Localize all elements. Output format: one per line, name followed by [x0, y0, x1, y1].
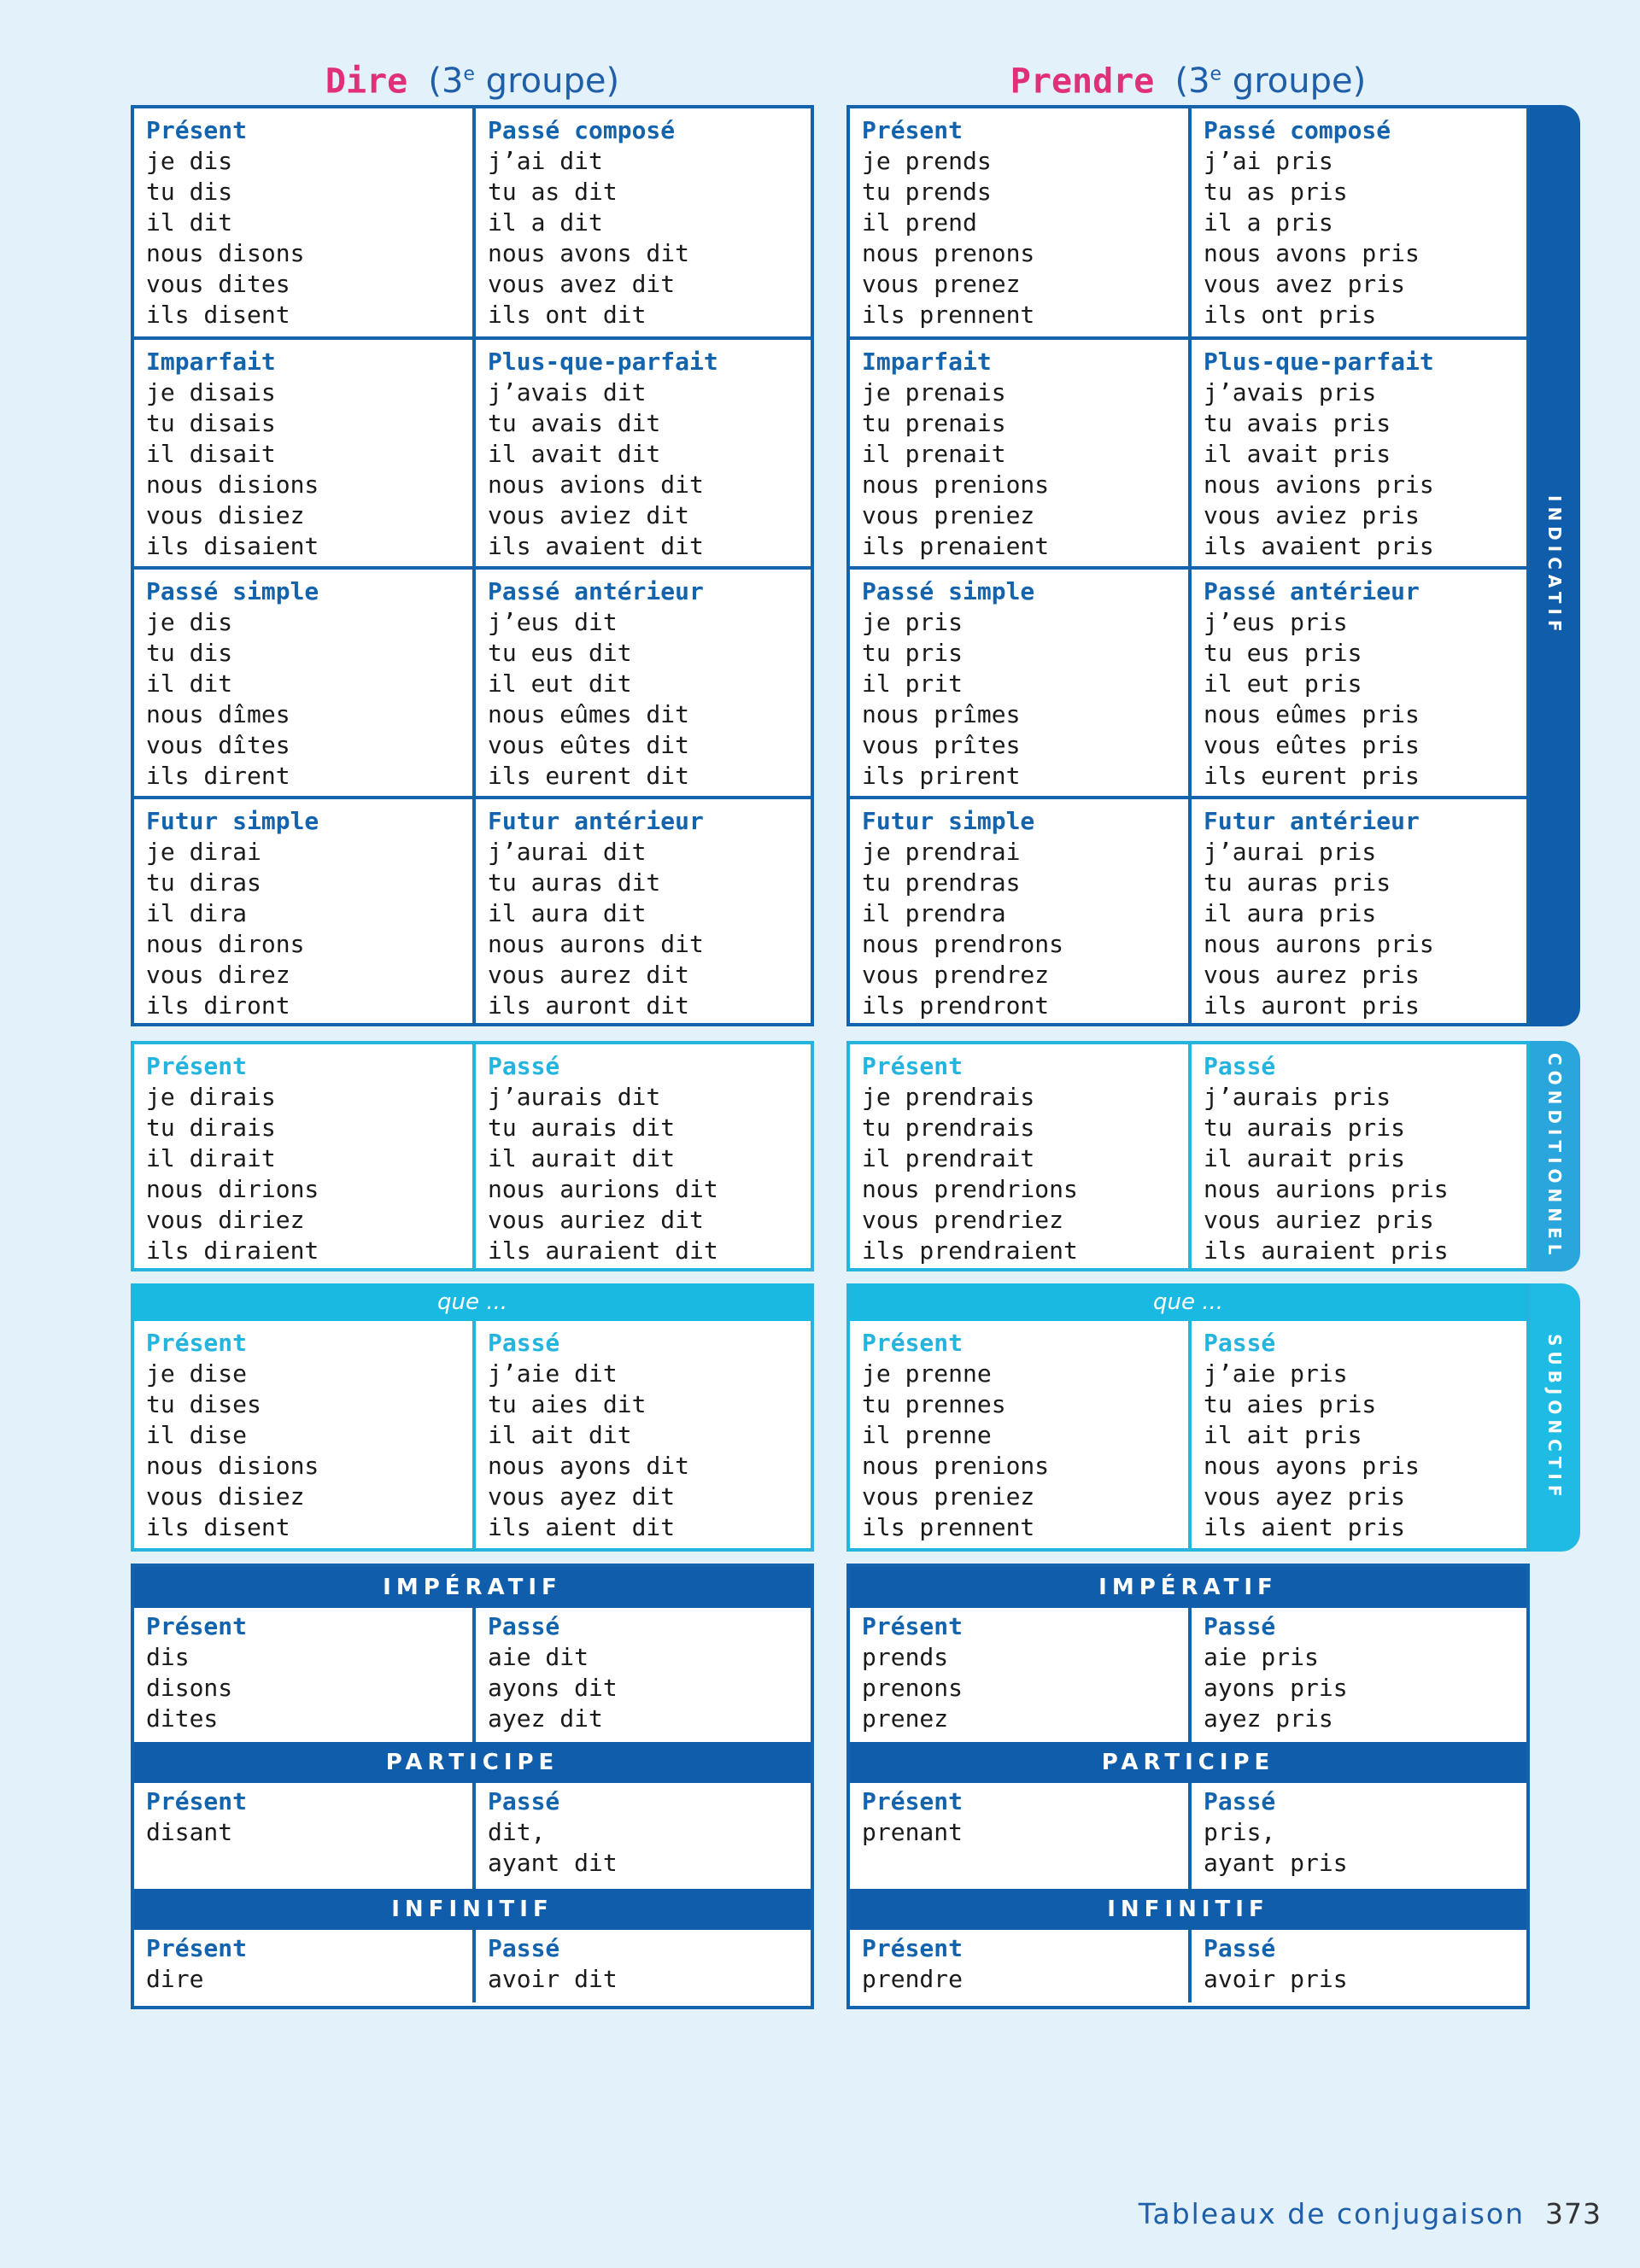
conjugated-form: ils ont dit — [488, 301, 647, 329]
conjugated-form: tu prendras — [862, 868, 1021, 897]
conjugated-form: j’aurais dit — [488, 1083, 661, 1111]
conjugated-form: ayez pris — [1204, 1704, 1333, 1733]
conjugated-form: dis — [146, 1643, 190, 1671]
tense-cell-present — [850, 1608, 1188, 1742]
verb-group: (3e groupe) — [1174, 61, 1367, 102]
conjugated-form: nous disons — [146, 239, 305, 267]
conjugated-form: tu dis — [146, 178, 233, 206]
conjugated-form: j’avais dit — [488, 378, 647, 406]
conjugated-form: vous disiez — [146, 501, 305, 529]
conjugated-form: il ait dit — [488, 1421, 632, 1449]
subjonctif-que-bar: que ... — [850, 1283, 1526, 1321]
tense-name: Passé — [1204, 1612, 1276, 1640]
conjugated-form: il prenait — [862, 440, 1006, 468]
indicatif-table — [131, 105, 814, 1026]
conjugated-form: il aura pris — [1204, 899, 1377, 927]
tense-name: Présent — [862, 1787, 964, 1815]
conjugated-form: avoir pris — [1204, 1965, 1348, 1993]
tense-name: Passé antérieur — [1204, 577, 1420, 605]
infinitif-header: INFINITIF — [134, 1889, 811, 1930]
conjugated-form: il avait dit — [488, 440, 661, 468]
tense-cell-futur-anterieur — [472, 799, 811, 1026]
tense-name: Présent — [146, 1612, 248, 1640]
conjugated-form: il eut dit — [488, 669, 632, 698]
tense-cell-passe — [472, 1044, 811, 1268]
side-tab-indicatif-label: INDICATIF — [1544, 494, 1565, 637]
conjugated-form: nous prenions — [862, 1452, 1050, 1480]
conjugated-form: il aura dit — [488, 899, 647, 927]
conjugated-form: je dis — [146, 608, 233, 636]
conjugated-form: je disais — [146, 378, 276, 406]
tense-cell-present — [134, 1608, 472, 1742]
conjugated-form: ils auraient dit — [488, 1236, 718, 1265]
conjugated-form: vous prendriez — [862, 1206, 1064, 1234]
conjugated-form: tu auras pris — [1204, 868, 1391, 897]
conjugated-form: tu as pris — [1204, 178, 1348, 206]
conjugated-form: tu aies dit — [488, 1390, 647, 1418]
conjugated-form: ils auront pris — [1204, 991, 1420, 1020]
tense-name: Plus-que-parfait — [1204, 348, 1434, 376]
conjugated-form: il prend — [862, 208, 977, 237]
tense-cell-plus-que-parfait — [472, 340, 811, 566]
conjugated-form: je prendrai — [862, 838, 1021, 866]
conjugated-form: nous disions — [146, 471, 319, 499]
conjugated-form: nous dirons — [146, 930, 305, 958]
subjonctif-table — [846, 1283, 1530, 1552]
imperatif-header: IMPÉRATIF — [850, 1567, 1526, 1608]
tense-name: Passé — [488, 1052, 560, 1080]
conjugated-form: dites — [146, 1704, 219, 1733]
tense-row — [134, 1608, 811, 1742]
page-number: 373 — [1545, 2197, 1602, 2230]
footer-title: Tableaux de conjugaison — [1138, 2197, 1525, 2230]
tense-cell-passe — [1188, 1608, 1526, 1742]
conjugated-form: tu prends — [862, 178, 992, 206]
conjugated-form: tu avais pris — [1204, 409, 1391, 437]
tense-cell-present — [850, 1044, 1188, 1268]
conjugated-form: nous aurions pris — [1204, 1175, 1449, 1203]
conjugated-form: nous eûmes dit — [488, 700, 690, 728]
conjugated-form: nous prendrons — [862, 930, 1064, 958]
conjugated-form: ils avaient dit — [488, 532, 704, 560]
conjugated-form: il aurait pris — [1204, 1144, 1406, 1172]
conjugated-form: ils prirent — [862, 762, 1021, 790]
group-superscript: e — [1210, 64, 1222, 85]
conjugated-form: ils aient dit — [488, 1513, 676, 1541]
tense-cell-present — [134, 1044, 472, 1268]
conjugated-form: prenons — [862, 1674, 964, 1702]
conjugated-form: prends — [862, 1643, 949, 1671]
tense-cell-passe — [1188, 1930, 1526, 2002]
conjugated-form: il dirait — [146, 1144, 276, 1172]
conjugated-form: je dise — [146, 1359, 248, 1388]
tense-name: Passé simple — [862, 577, 1035, 605]
tense-row — [134, 1321, 811, 1548]
tense-cell-imparfait — [850, 340, 1188, 566]
tense-name: Passé — [1204, 1934, 1276, 1962]
conjugated-form: vous dîtes — [146, 731, 290, 759]
conjugated-form: j’aurais pris — [1204, 1083, 1391, 1111]
conjugated-form: il dit — [146, 208, 233, 237]
verb-group: (3e groupe) — [428, 61, 620, 102]
conjugated-form: nous prenions — [862, 471, 1050, 499]
tense-name: Passé — [1204, 1052, 1276, 1080]
tense-name: Futur antérieur — [488, 807, 704, 835]
conjugated-form: je pris — [862, 608, 964, 636]
conjugated-form: tu avais dit — [488, 409, 661, 437]
tense-row — [850, 1783, 1526, 1889]
conjugated-form: ils prennent — [862, 1513, 1035, 1541]
tense-row — [850, 1608, 1526, 1742]
conjugated-form: dit, — [488, 1818, 546, 1846]
conjugated-form: vous aurez dit — [488, 961, 690, 989]
tense-name: Présent — [146, 1934, 248, 1962]
verb-title — [846, 50, 1530, 101]
conjugated-form: ils auront dit — [488, 991, 690, 1020]
conjugated-form: ils prennent — [862, 301, 1035, 329]
conjugated-form: ils aient pris — [1204, 1513, 1406, 1541]
conjugated-form: aie dit — [488, 1643, 589, 1671]
conjugated-form: ils prenaient — [862, 532, 1050, 560]
conjugated-form: il a pris — [1204, 208, 1333, 237]
tense-cell-passe — [1188, 1321, 1526, 1548]
conjugated-form: vous preniez — [862, 1482, 1035, 1511]
page-footer — [1139, 2197, 1602, 2230]
tense-name: Passé — [488, 1329, 560, 1357]
tense-row — [134, 796, 811, 1026]
conjugated-form: tu aurais dit — [488, 1114, 676, 1142]
tense-cell-passe — [1188, 1783, 1526, 1889]
tense-row — [134, 1930, 811, 2002]
tense-name: Passé — [488, 1612, 560, 1640]
tense-cell-passe-simple — [850, 570, 1188, 796]
tense-row — [134, 108, 811, 336]
conjugated-form: vous eûtes dit — [488, 731, 690, 759]
tense-row — [850, 796, 1526, 1026]
conjugated-form: vous aurez pris — [1204, 961, 1420, 989]
tense-row — [850, 566, 1526, 796]
verb-title — [131, 50, 814, 101]
tense-cell-passe — [472, 1321, 811, 1548]
conjugated-form: tu eus dit — [488, 639, 632, 667]
imperatif-header: IMPÉRATIF — [134, 1567, 811, 1608]
conjugated-form: nous avons dit — [488, 239, 690, 267]
conditionnel-table — [131, 1041, 814, 1271]
conjugated-form: tu dis — [146, 639, 233, 667]
tense-cell-passe-compose — [472, 108, 811, 336]
indicatif-table — [846, 105, 1530, 1026]
group-number: 3 — [1188, 61, 1210, 102]
conjugated-form: vous eûtes pris — [1204, 731, 1420, 759]
tense-name: Futur simple — [862, 807, 1035, 835]
conjugated-form: vous disiez — [146, 1482, 305, 1511]
conjugated-form: nous prenons — [862, 239, 1035, 267]
tense-cell-present — [850, 1783, 1188, 1889]
conjugated-form: j’avais pris — [1204, 378, 1377, 406]
conjugated-form: nous dîmes — [146, 700, 290, 728]
side-tab-subjonctif — [1529, 1283, 1580, 1552]
side-tab-conditionnel-label: CONDITIONNEL — [1544, 1052, 1565, 1260]
tense-row — [850, 1930, 1526, 2002]
tense-name: Plus-que-parfait — [488, 348, 718, 376]
tense-cell-passe-simple — [134, 570, 472, 796]
conjugated-form: nous aurons dit — [488, 930, 704, 958]
subjonctif-table — [131, 1283, 814, 1552]
side-tab-conditionnel — [1529, 1041, 1580, 1271]
conjugated-form: je prenais — [862, 378, 1006, 406]
conjugated-form: ayez dit — [488, 1704, 603, 1733]
conjugated-form: nous ayons pris — [1204, 1452, 1420, 1480]
conjugated-form: aie pris — [1204, 1643, 1319, 1671]
conjugated-form: nous avons pris — [1204, 239, 1420, 267]
tense-name: Passé — [1204, 1329, 1276, 1357]
conjugated-form: ayons pris — [1204, 1674, 1348, 1702]
tense-name: Passé antérieur — [488, 577, 704, 605]
conjugated-form: ils eurent dit — [488, 762, 690, 790]
imperatif-participe-infinitif-table — [131, 1564, 814, 2009]
tense-row — [134, 1783, 811, 1889]
tense-name: Présent — [862, 1934, 964, 1962]
conjugated-form: j’aie dit — [488, 1359, 618, 1388]
conjugated-form: prenant — [862, 1818, 964, 1846]
conjugated-form: il dira — [146, 899, 248, 927]
tense-name: Présent — [146, 1787, 248, 1815]
conjugated-form: tu prendrais — [862, 1114, 1035, 1142]
tense-name: Présent — [146, 1052, 248, 1080]
conjugated-form: je prenne — [862, 1359, 992, 1388]
conjugated-form: il prit — [862, 669, 964, 698]
conjugated-form: j’ai dit — [488, 147, 603, 175]
conjugated-form: il disait — [146, 440, 276, 468]
tense-cell-present — [134, 108, 472, 336]
conjugated-form: vous avez dit — [488, 270, 676, 298]
verb-name: Prendre — [1010, 61, 1155, 102]
tense-cell-present — [850, 1930, 1188, 2002]
group-word: groupe — [1232, 61, 1353, 102]
tense-cell-present — [134, 1321, 472, 1548]
conjugated-form: tu disais — [146, 409, 276, 437]
tense-cell-passe — [472, 1930, 811, 2002]
conjugated-form: prenez — [862, 1704, 949, 1733]
conjugated-form: ils diraient — [146, 1236, 319, 1265]
conjugated-form: ils prendraient — [862, 1236, 1078, 1265]
conjugated-form: tu pris — [862, 639, 964, 667]
tense-cell-passe — [1188, 1044, 1526, 1268]
tense-cell-present — [850, 108, 1188, 336]
conjugated-form: nous avions pris — [1204, 471, 1434, 499]
tense-cell-imparfait — [134, 340, 472, 566]
side-tab-subjonctif-label: SUBJONCTIF — [1544, 1333, 1565, 1502]
tense-name: Imparfait — [862, 348, 992, 376]
conjugated-form: ils eurent pris — [1204, 762, 1420, 790]
conjugated-form: je prendrais — [862, 1083, 1035, 1111]
conjugated-form: vous direz — [146, 961, 290, 989]
conjugated-form: il ait pris — [1204, 1421, 1362, 1449]
conjugated-form: vous auriez pris — [1204, 1206, 1434, 1234]
conjugated-form: prendre — [862, 1965, 964, 1993]
conjugated-form: vous dites — [146, 270, 290, 298]
conjugated-form: vous prendrez — [862, 961, 1050, 989]
group-superscript: e — [463, 64, 475, 85]
tense-cell-passe-anterieur — [472, 570, 811, 796]
conjugated-form: disons — [146, 1674, 233, 1702]
conjugated-form: ils prendront — [862, 991, 1050, 1020]
tense-row — [850, 1044, 1526, 1268]
verb-name: Dire — [325, 61, 408, 102]
tense-row — [134, 566, 811, 796]
conjugated-form: vous diriez — [146, 1206, 305, 1234]
tense-cell-passe — [472, 1608, 811, 1742]
imperatif-participe-infinitif-table — [846, 1564, 1530, 2009]
group-number: 3 — [441, 61, 464, 102]
tense-name: Passé — [488, 1934, 560, 1962]
conjugated-form: je dis — [146, 147, 233, 175]
conjugated-form: vous aviez pris — [1204, 501, 1420, 529]
conjugated-form: vous prenez — [862, 270, 1021, 298]
conjugated-form: ils disent — [146, 301, 290, 329]
tense-name: Présent — [862, 1329, 964, 1357]
conjugated-form: nous disions — [146, 1452, 319, 1480]
tense-name: Présent — [146, 116, 248, 144]
tense-name: Présent — [862, 1052, 964, 1080]
conjugated-form: vous aviez dit — [488, 501, 690, 529]
conjugated-form: je dirai — [146, 838, 261, 866]
tense-name: Futur antérieur — [1204, 807, 1420, 835]
tense-name: Passé — [488, 1787, 560, 1815]
tense-name: Futur simple — [146, 807, 319, 835]
conjugated-form: tu as dit — [488, 178, 618, 206]
conjugated-form: tu aies pris — [1204, 1390, 1377, 1418]
conjugated-form: il eut pris — [1204, 669, 1362, 698]
conjugated-form: il dit — [146, 669, 233, 698]
conjugated-form: disant — [146, 1818, 233, 1846]
conjugated-form: j’aie pris — [1204, 1359, 1348, 1388]
conjugated-form: nous prîmes — [862, 700, 1021, 728]
conjugated-form: tu prennes — [862, 1390, 1006, 1418]
conjugated-form: j’aurai dit — [488, 838, 647, 866]
conjugated-form: j’eus pris — [1204, 608, 1348, 636]
conjugated-form: ils dirent — [146, 762, 290, 790]
conjugated-form: tu prenais — [862, 409, 1006, 437]
tense-cell-passe-compose — [1188, 108, 1526, 336]
tense-name: Présent — [146, 1329, 248, 1357]
conjugated-form: nous aurions dit — [488, 1175, 718, 1203]
conjugated-form: il dise — [146, 1421, 248, 1449]
conjugated-form: vous auriez dit — [488, 1206, 704, 1234]
conjugated-form: nous eûmes pris — [1204, 700, 1420, 728]
conjugated-form: nous avions dit — [488, 471, 704, 499]
conjugated-form: ils auraient pris — [1204, 1236, 1449, 1265]
tense-name: Imparfait — [146, 348, 276, 376]
tense-name: Présent — [862, 116, 964, 144]
tense-cell-present — [850, 1321, 1188, 1548]
tense-name: Passé simple — [146, 577, 319, 605]
tense-row — [850, 336, 1526, 566]
tense-cell-present — [134, 1783, 472, 1889]
conditionnel-table — [846, 1041, 1530, 1271]
tense-name: Passé composé — [1204, 116, 1391, 144]
conjugated-form: tu dirais — [146, 1114, 276, 1142]
tense-cell-plus-que-parfait — [1188, 340, 1526, 566]
conjugated-form: nous prendrions — [862, 1175, 1078, 1203]
tense-row — [850, 108, 1526, 336]
subjonctif-que-bar: que ... — [134, 1283, 811, 1321]
conjugated-form: ils avaient pris — [1204, 532, 1434, 560]
tense-cell-futur-simple — [134, 799, 472, 1026]
conjugated-form: ils disaient — [146, 532, 319, 560]
conjugated-form: dire — [146, 1965, 204, 1993]
group-word: groupe — [485, 61, 606, 102]
conjugated-form: nous aurons pris — [1204, 930, 1434, 958]
conjugated-form: vous preniez — [862, 501, 1035, 529]
tense-cell-passe-anterieur — [1188, 570, 1526, 796]
infinitif-header: INFINITIF — [850, 1889, 1526, 1930]
conjugated-form: tu eus pris — [1204, 639, 1362, 667]
conjugated-form: avoir dit — [488, 1965, 618, 1993]
conjugated-form: tu dises — [146, 1390, 261, 1418]
conjugated-form: ils diront — [146, 991, 290, 1020]
conjugated-form: il prenne — [862, 1421, 992, 1449]
conjugated-form: je dirais — [146, 1083, 276, 1111]
tense-cell-present — [134, 1930, 472, 2002]
conjugated-form: j’aurai pris — [1204, 838, 1377, 866]
tense-name: Passé composé — [488, 116, 676, 144]
conjugated-form: j’ai pris — [1204, 147, 1333, 175]
conjugated-form: ils ont pris — [1204, 301, 1377, 329]
conjugated-form: vous avez pris — [1204, 270, 1406, 298]
participe-header: PARTICIPE — [850, 1742, 1526, 1783]
conjugated-form: tu auras dit — [488, 868, 661, 897]
conjugated-form: pris, — [1204, 1818, 1276, 1846]
conjugated-form: ayant dit — [488, 1849, 618, 1877]
conjugated-form: tu diras — [146, 868, 261, 897]
conjugated-form: il aurait dit — [488, 1144, 676, 1172]
conjugated-form: ils disent — [146, 1513, 290, 1541]
conjugated-form: vous prîtes — [862, 731, 1021, 759]
conjugated-form: nous ayons dit — [488, 1452, 690, 1480]
tense-name: Présent — [862, 1612, 964, 1640]
tense-row — [134, 1044, 811, 1268]
participe-header: PARTICIPE — [134, 1742, 811, 1783]
conjugated-form: il prendra — [862, 899, 1006, 927]
conjugated-form: il avait pris — [1204, 440, 1391, 468]
conjugated-form: ayant pris — [1204, 1849, 1348, 1877]
tense-row — [134, 336, 811, 566]
tense-cell-passe — [472, 1783, 811, 1889]
tense-row — [850, 1321, 1526, 1548]
conjugated-form: vous ayez dit — [488, 1482, 676, 1511]
conjugated-form: il a dit — [488, 208, 603, 237]
conjugated-form: tu aurais pris — [1204, 1114, 1406, 1142]
conjugated-form: je prends — [862, 147, 992, 175]
conjugated-form: vous ayez pris — [1204, 1482, 1406, 1511]
tense-name: Passé — [1204, 1787, 1276, 1815]
conjugated-form: il prendrait — [862, 1144, 1035, 1172]
conjugated-form: ayons dit — [488, 1674, 618, 1702]
tense-cell-futur-anterieur — [1188, 799, 1526, 1026]
side-tab-indicatif — [1529, 105, 1580, 1026]
conjugated-form: nous dirions — [146, 1175, 319, 1203]
conjugated-form: j’eus dit — [488, 608, 618, 636]
tense-cell-futur-simple — [850, 799, 1188, 1026]
